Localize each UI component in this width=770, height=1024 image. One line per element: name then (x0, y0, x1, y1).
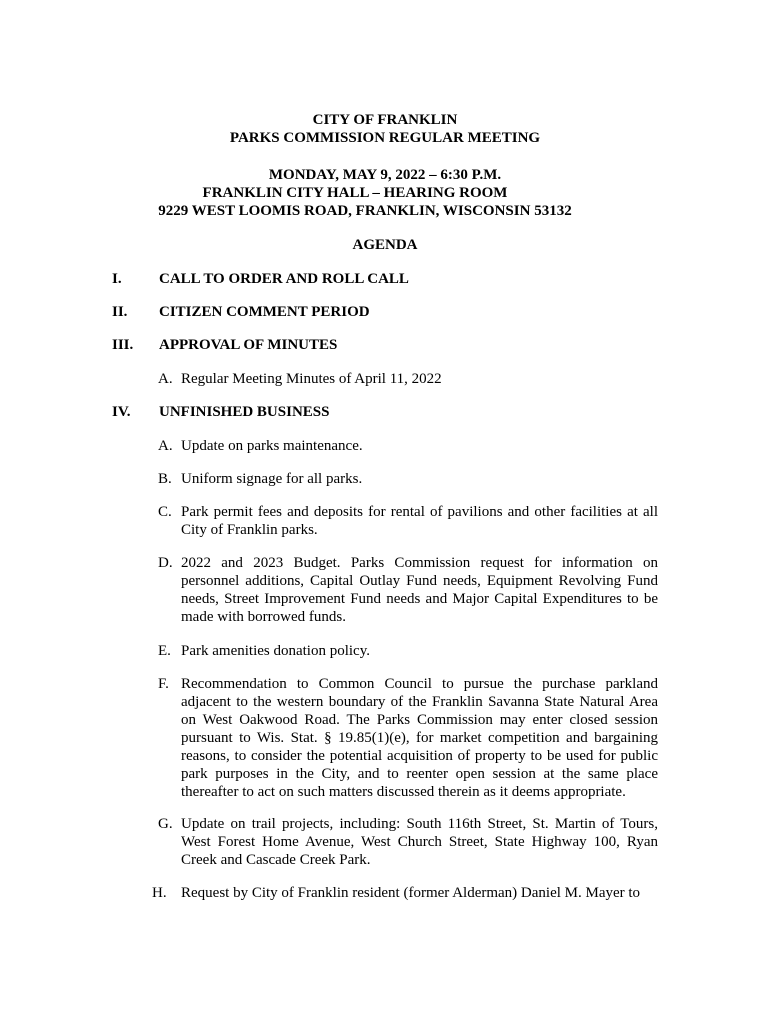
agenda-item (158, 503, 658, 539)
agenda-item (158, 815, 658, 869)
meeting-address: 9229 WEST LOOMIS ROAD, FRANKLIN, WISCONSIN 53132 (158, 203, 572, 219)
item-text: Update on parks maintenance. (181, 438, 363, 454)
agenda-item (158, 437, 658, 455)
meeting-location: FRANKLIN CITY HALL – HEARING ROOM (202, 185, 508, 201)
item-letter: A. (158, 438, 173, 454)
section-title: APPROVAL OF MINUTES (159, 337, 338, 353)
agenda-item (158, 642, 658, 660)
city-title: CITY OF FRANKLIN (312, 112, 458, 128)
section-numeral: IV. (112, 404, 131, 420)
section-numeral: II. (112, 304, 128, 320)
agenda-item (158, 370, 658, 388)
item-text: 2022 and 2023 Budget. Parks Commission request for information on personnel additions, Capital Outlay Fund needs, Equipment Revolving Fund needs, Street Improvement Fund needs and Major Capital Expenditures to be made with borrowed funds. (181, 555, 658, 625)
item-letter: B. (158, 471, 172, 487)
section-numeral: I. (112, 271, 122, 287)
item-text: Park permit fees and deposits for rental of pavilions and other facilities at all City of Franklin parks. (181, 504, 658, 538)
item-letter: H. (152, 885, 167, 901)
item-letter: D. (158, 555, 173, 571)
agenda-item (158, 554, 658, 626)
item-letter: F. (158, 676, 169, 692)
item-letter: E. (158, 643, 171, 659)
agenda-item (158, 675, 658, 801)
item-text: Update on trail projects, including: South 116th Street, St. Martin of Tours, West Forest Home Avenue, West Church Street, State Highway 100, Ryan Creek and Cascade Creek Park. (181, 816, 658, 868)
meeting-date-time: MONDAY, MAY 9, 2022 – 6:30 P.M. (268, 167, 502, 183)
item-text: Uniform signage for all parks. (181, 471, 363, 487)
item-text: Regular Meeting Minutes of April 11, 2022 (181, 371, 442, 387)
section-title: CALL TO ORDER AND ROLL CALL (159, 271, 409, 287)
item-text: Recommendation to Common Council to pursue the purchase parkland adjacent to the western boundary of the Franklin Savanna State Natural Area on West Oakwood Road. The Parks Commission may enter closed session pursuant to Wis. Stat. § 19.85(1)(e), for market competition and bargaining reasons, to consider the potential acquisition of property to be used for public park purposes in the City, and to reenter open session at the same place thereafter to act on such matters discussed therein as it deems appropriate. (181, 676, 658, 800)
item-letter: G. (158, 816, 173, 832)
item-text: Request by City of Franklin resident (former Alderman) Daniel M. Mayer to (181, 885, 641, 901)
section-title: UNFINISHED BUSINESS (159, 404, 330, 420)
item-text: Park amenities donation policy. (181, 643, 370, 659)
agenda-item (152, 884, 652, 902)
agenda-item (158, 470, 658, 488)
section-title: CITIZEN COMMENT PERIOD (159, 304, 370, 320)
item-letter: C. (158, 504, 172, 520)
section-numeral: III. (112, 337, 134, 353)
agenda-heading: AGENDA (352, 237, 418, 253)
meeting-title: PARKS COMMISSION REGULAR MEETING (229, 130, 541, 146)
item-letter: A. (158, 371, 173, 387)
